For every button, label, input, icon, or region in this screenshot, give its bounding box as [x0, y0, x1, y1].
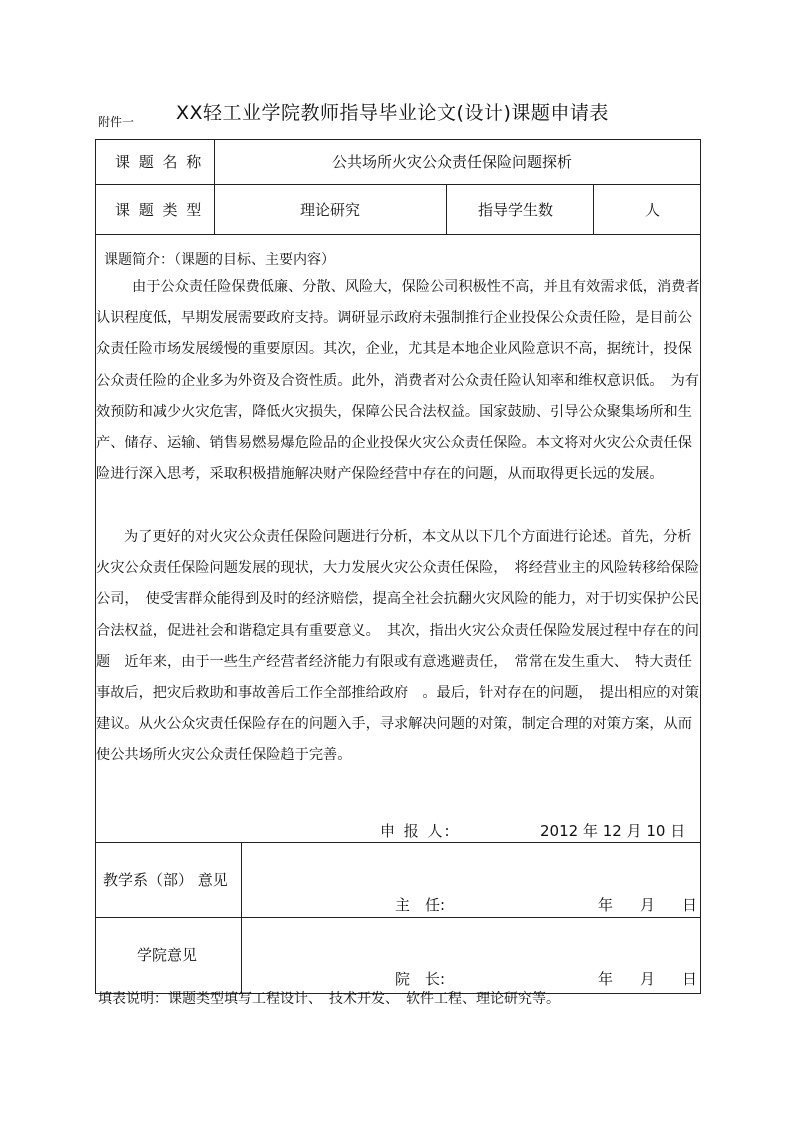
declaration-date: 2012 年 12 月 10 日 [540, 822, 686, 840]
page-title: XX轻工业学院教师指导毕业论文(设计)课题申请表 [176, 102, 609, 124]
row-divider [95, 234, 701, 235]
attachment-label: 附件一 [98, 115, 135, 129]
topic-name-value: 公共场所火灾公众责任保险问题探析 [332, 153, 573, 171]
col-divider [446, 184, 447, 234]
form-instructions-note: 填表说明：课题类型填写工程设计、 技术开发、 软件工程、理论研究等。 [98, 991, 560, 1007]
intro-paragraph: 为了更好的对火灾公众责任保险问题进行分析，本文从以下几个方面进行论述。首先，分析火灾公众责任保险问题发展的现状，大力发展火灾公众责任保险， 将经营业主的风险转移给保险公司， 使受害群众能得到及时的经济赔偿，提高全社会抗翻火灾风险的能力，对于切实保护公民合法权益，促进社会和谐稳定具有重要意义。 其次，指出火灾公众责任保险发展过程中存在的问题 近年来，由于一些生产经营者经济能力有限或有意逃避责任， 常常在发生重大、 特大责任事故后，把灾后救助和事故善后工作全部推给政府 。最后，针对存在的问题， 提出相应的对策建议。从火公众灾责任保险存在的问题入手，寻求解决问题的对策，制定合理的对策方案，从而使公共场所火灾公众责任保险趋于完善。 [96, 529, 699, 764]
year-label: 年 [598, 970, 614, 988]
college-opinion-label: 学院意见 [137, 946, 198, 964]
dean-label: 院 长: [395, 970, 446, 988]
intro-paragraph: 由于公众责任险保费低廉、分散、风险大，保险公司积极性不高，并且有效需求低，消费者认识程度低，早期发展需要政府支持。调研显示政府未强制推行企业投保公众责任险，是目前公众责任险市场发展缓慢的重要原因。其次，企业，尤其是本地企业风险意识不高，据统计，投保公众责任险的企业多为外资及合资性质。此外，消费者对公众责任险认知率和维权意识低。 为有效预防和减少火灾危害，降低火灾损失，保障公民合法权益。国家鼓励、引导公众聚集场所和生产、储存、运输、销售易燃易爆危险品的企业投保火灾公众责任保险。本文将对火灾公众责任保险进行深入思考，采取积极措施解决财产保险经营中存在的问题，从而取得更长远的发展。 [96, 279, 700, 483]
day-label: 日 [682, 896, 698, 914]
year-label: 年 [598, 896, 614, 914]
table-border-top [95, 139, 701, 140]
declarant-label: 申 报 人: [380, 822, 452, 840]
row-divider [95, 842, 701, 843]
intro-label: 课题简介：（课题的目标、主要内容） [104, 252, 335, 268]
row-divider [95, 917, 701, 918]
row-divider [95, 184, 701, 185]
col-divider [593, 184, 594, 234]
day-label: 日 [682, 970, 698, 988]
topic-type-value: 理论研究 [300, 201, 361, 219]
students-label: 指导学生数 [478, 201, 554, 219]
topic-name-label: 课 题 名 称 [115, 153, 204, 171]
month-label: 月 [640, 970, 656, 988]
col-divider [214, 139, 215, 234]
month-label: 月 [640, 896, 656, 914]
col-divider [241, 842, 242, 993]
topic-type-label: 课 题 类 型 [115, 201, 204, 219]
dept-opinion-label: 教学系（部） 意见 [103, 871, 228, 889]
students-value: 人 [645, 201, 661, 219]
director-label: 主 任: [395, 896, 446, 914]
table-border-right [700, 139, 701, 993]
